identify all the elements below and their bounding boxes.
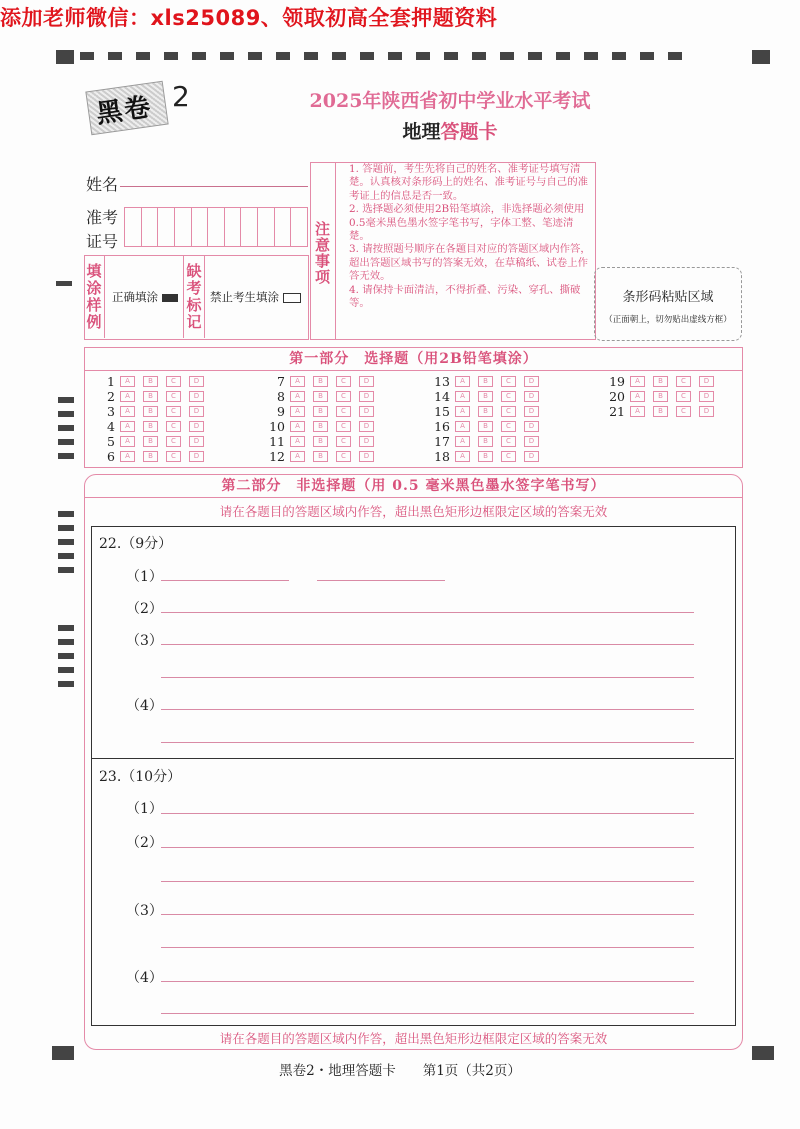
label-char: 意 — [315, 236, 331, 254]
option-bubble-d[interactable]: D — [359, 436, 374, 447]
q23-sub3: （3） — [126, 903, 163, 919]
logo-number: 2 — [172, 80, 190, 113]
option-bubble-b[interactable]: B — [313, 436, 328, 447]
timing-mark — [56, 281, 72, 286]
q22-answer-line[interactable] — [161, 580, 289, 581]
q23-sub1: （1） — [126, 801, 163, 817]
subject-label: 地理 — [402, 121, 441, 143]
option-bubble-a[interactable]: A — [120, 391, 135, 402]
mcq-question — [430, 434, 547, 449]
option-bubble-a[interactable]: A — [630, 406, 645, 417]
filled-bubble-example — [162, 294, 178, 302]
q22-sub4: （4） — [126, 698, 163, 714]
label-char: 涂 — [86, 279, 102, 297]
mcq-question — [265, 419, 382, 434]
label-char: 记 — [186, 313, 202, 331]
option-bubble-d[interactable]: D — [359, 406, 374, 417]
id-label-1: 准考 — [86, 208, 119, 227]
q22-answer-line[interactable] — [161, 742, 694, 743]
absent-bubble[interactable] — [283, 293, 301, 303]
q22-title: 22.（9分） — [99, 536, 173, 552]
notes-item: 1. 答题前，考生先将自己的姓名、准考证号填写清楚。认真核对条形码上的姓名、准考证号与自己的准考证上的信息是否一致。 — [349, 163, 588, 202]
option-bubble-a[interactable]: A — [455, 376, 470, 387]
timing-mark — [58, 667, 74, 673]
q23-answer-line[interactable] — [161, 947, 694, 948]
option-bubble-c[interactable]: C — [501, 436, 516, 447]
option-bubble-d[interactable]: D — [189, 406, 204, 417]
timing-mark — [58, 453, 74, 459]
option-bubble-d[interactable]: D — [359, 451, 374, 462]
q23-answer-line[interactable] — [161, 981, 694, 982]
label-char: 项 — [315, 268, 331, 286]
option-bubble-b[interactable]: B — [478, 391, 493, 402]
option-bubble-c[interactable]: C — [501, 421, 516, 432]
option-bubble-d[interactable]: D — [699, 391, 714, 402]
mcq-question — [265, 449, 382, 464]
q23-answer-line[interactable] — [161, 914, 694, 915]
option-bubble-a[interactable]: A — [120, 376, 135, 387]
part2-header: 第二部分 非选择题（用 0.5 毫米黑色墨水签字笔书写） — [85, 475, 742, 498]
mcq-question — [265, 434, 382, 449]
option-bubble-b[interactable]: B — [653, 406, 668, 417]
option-bubble-a[interactable]: A — [630, 376, 645, 387]
option-bubble-d[interactable]: D — [189, 421, 204, 432]
label-char: 样 — [86, 296, 102, 314]
correct-fill-label: 正确填涂 — [112, 290, 158, 304]
fill-sample-label — [84, 263, 104, 331]
question-number: 2 — [107, 389, 115, 404]
option-bubble-a[interactable]: A — [455, 451, 470, 462]
question-number: 13 — [434, 374, 450, 389]
option-bubble-c[interactable]: C — [166, 421, 181, 432]
option-bubble-b[interactable]: B — [143, 421, 158, 432]
option-bubble-a[interactable]: A — [455, 436, 470, 447]
option-bubble-d[interactable]: D — [189, 391, 204, 402]
option-bubble-c[interactable]: C — [336, 421, 351, 432]
q22-sub1: （1） — [126, 569, 163, 585]
name-field[interactable] — [120, 186, 308, 187]
notes-item: 3. 请按照题号顺序在各题目对应的答题区域内作答，超出答题区域书写的答案无效，在草稿纸、试卷上作答无效。 — [349, 243, 591, 283]
mcq-question — [95, 449, 212, 464]
option-bubble-a[interactable]: A — [630, 391, 645, 402]
question-number: 4 — [107, 419, 115, 434]
notes-label-box — [311, 163, 336, 339]
corner-mark — [56, 50, 74, 64]
option-bubble-b[interactable]: B — [313, 451, 328, 462]
option-bubble-b[interactable]: B — [478, 421, 493, 432]
timing-mark — [58, 511, 74, 517]
option-bubble-c[interactable]: C — [166, 406, 181, 417]
question-number: 10 — [269, 419, 285, 434]
question-number: 19 — [609, 374, 625, 389]
absent-instruction: 禁止考生填涂 — [210, 290, 279, 304]
option-bubble-c[interactable]: C — [166, 451, 181, 462]
question-number: 16 — [434, 419, 450, 434]
question-number: 1 — [107, 374, 115, 389]
part1-header: 第一部分 选择题（用2B铅笔填涂） — [85, 348, 742, 371]
mcq-question — [430, 389, 547, 404]
option-bubble-c[interactable]: C — [166, 391, 181, 402]
mcq-question — [605, 389, 722, 404]
label-char: 标 — [186, 296, 202, 314]
mcq-question — [95, 434, 212, 449]
option-bubble-d[interactable]: D — [189, 436, 204, 447]
mcq-question — [430, 404, 547, 419]
option-bubble-d[interactable]: D — [524, 436, 539, 447]
option-bubble-d[interactable]: D — [699, 376, 714, 387]
option-bubble-c[interactable]: C — [676, 391, 691, 402]
ad-banner: 添加老师微信：xls25089、领取初高全套押题资料 — [0, 6, 498, 30]
timing-mark — [58, 653, 74, 659]
mcq-question — [430, 419, 547, 434]
option-bubble-a[interactable]: A — [455, 421, 470, 432]
option-bubble-d[interactable]: D — [524, 451, 539, 462]
q23-sub2: （2） — [126, 835, 163, 851]
barcode-area — [594, 267, 742, 341]
option-bubble-b[interactable]: B — [313, 376, 328, 387]
id-number-grid[interactable] — [124, 207, 308, 247]
mcq-question — [430, 449, 547, 464]
option-bubble-b[interactable]: B — [653, 391, 668, 402]
part2-notice-bottom: 请在各题目的答题区域内作答，超出黑色矩形边框限定区域的答案无效 — [219, 1031, 608, 1046]
option-bubble-d[interactable]: D — [359, 421, 374, 432]
mcq-question — [95, 389, 212, 404]
option-bubble-c[interactable]: C — [336, 436, 351, 447]
option-bubble-a[interactable]: A — [290, 421, 305, 432]
timing-mark — [58, 625, 74, 631]
question-number: 8 — [277, 389, 285, 404]
timing-mark — [58, 681, 74, 687]
option-bubble-a[interactable]: A — [290, 376, 305, 387]
option-bubble-b[interactable]: B — [313, 391, 328, 402]
fill-sample-label-box — [84, 255, 105, 338]
option-bubble-d[interactable]: D — [524, 376, 539, 387]
option-bubble-b[interactable]: B — [143, 451, 158, 462]
option-bubble-a[interactable]: A — [455, 406, 470, 417]
notes-item: 2. 选择题必须使用2B铅笔填涂，非选择题必须使用0.5毫米黑色墨水签字笔书写，字体工整、笔迹清楚。 — [349, 203, 585, 243]
question-number: 11 — [269, 434, 285, 449]
q23-answer-line[interactable] — [161, 813, 694, 814]
option-bubble-c[interactable]: C — [166, 376, 181, 387]
option-bubble-c[interactable]: C — [676, 406, 691, 417]
absent-text — [210, 289, 301, 305]
option-bubble-d[interactable]: D — [359, 376, 374, 387]
option-bubble-c[interactable]: C — [336, 406, 351, 417]
q22-sub2: （2） — [126, 601, 163, 617]
mcq-question — [265, 374, 382, 389]
option-bubble-c[interactable]: C — [336, 391, 351, 402]
mcq-question — [605, 374, 722, 389]
barcode-title: 条形码粘贴区域 — [622, 290, 714, 305]
question-number: 3 — [107, 404, 115, 419]
label-char: 注 — [315, 220, 331, 238]
question-number: 6 — [107, 449, 115, 464]
question-number: 21 — [609, 404, 625, 419]
exam-title: 2025年陕西省初中学业水平考试 — [309, 90, 591, 112]
fill-sample-text — [112, 289, 178, 305]
q22-answer-line[interactable] — [161, 612, 694, 613]
q22-answer-line[interactable] — [317, 580, 445, 581]
option-bubble-c[interactable]: C — [166, 436, 181, 447]
question-number: 15 — [434, 404, 450, 419]
option-bubble-c[interactable]: C — [501, 391, 516, 402]
timing-mark — [58, 539, 74, 545]
barcode-note: （正面朝上，切勿贴出虚线方框） — [604, 315, 732, 325]
option-bubble-b[interactable]: B — [313, 406, 328, 417]
option-bubble-d[interactable]: D — [699, 406, 714, 417]
card-title — [260, 117, 640, 144]
option-bubble-a[interactable]: A — [455, 391, 470, 402]
corner-mark — [752, 1046, 774, 1060]
mcq-question — [95, 419, 212, 434]
option-bubble-a[interactable]: A — [290, 451, 305, 462]
absent-label — [184, 263, 204, 331]
option-bubble-a[interactable]: A — [120, 451, 135, 462]
answer-box — [91, 526, 736, 1026]
question-number: 17 — [434, 434, 450, 449]
option-bubble-a[interactable]: A — [290, 391, 305, 402]
question-number: 18 — [434, 449, 450, 464]
question-number: 14 — [434, 389, 450, 404]
question-number: 12 — [269, 449, 285, 464]
option-bubble-a[interactable]: A — [290, 406, 305, 417]
option-bubble-b[interactable]: B — [143, 406, 158, 417]
mcq-question — [430, 374, 547, 389]
q23-answer-line[interactable] — [161, 1013, 694, 1014]
option-bubble-b[interactable]: B — [653, 376, 668, 387]
notes-label — [315, 221, 331, 285]
part1-section — [84, 347, 743, 468]
q22-answer-line[interactable] — [161, 644, 694, 645]
mcq-question — [95, 404, 212, 419]
label-char: 事 — [315, 252, 331, 270]
timing-mark — [58, 553, 74, 559]
option-bubble-c[interactable]: C — [676, 376, 691, 387]
name-label: 姓名 — [86, 175, 119, 194]
absent-label-box — [183, 255, 205, 338]
part2-notice-top: 请在各题目的答题区域内作答，超出黑色矩形边框限定区域的答案无效 — [219, 504, 608, 519]
option-bubble-c[interactable]: C — [336, 451, 351, 462]
corner-mark — [52, 1046, 74, 1060]
q22-answer-line[interactable] — [161, 677, 694, 678]
timing-mark — [58, 439, 74, 445]
mcq-question — [605, 404, 722, 419]
option-bubble-d[interactable]: D — [189, 376, 204, 387]
mcq-question — [265, 404, 382, 419]
label-char: 缺 — [186, 262, 202, 280]
timing-track-top — [80, 52, 690, 60]
timing-mark — [58, 411, 74, 417]
q23-title: 23.（10分） — [99, 769, 182, 785]
option-bubble-a[interactable]: A — [120, 421, 135, 432]
question-number: 7 — [277, 374, 285, 389]
question-number: 20 — [609, 389, 625, 404]
page-footer: 黑卷2・地理答题卡 第1页（共2页） — [279, 1063, 521, 1079]
notes-list — [337, 163, 593, 310]
option-bubble-b[interactable]: B — [478, 451, 493, 462]
option-bubble-d[interactable]: D — [359, 391, 374, 402]
option-bubble-c[interactable]: C — [501, 451, 516, 462]
option-bubble-c[interactable]: C — [336, 376, 351, 387]
option-bubble-a[interactable]: A — [120, 406, 135, 417]
timing-mark — [58, 425, 74, 431]
option-bubble-d[interactable]: D — [524, 391, 539, 402]
logo-text: 黑卷 — [94, 92, 155, 130]
option-bubble-b[interactable]: B — [143, 376, 158, 387]
label-char: 填 — [86, 262, 102, 280]
logo — [88, 82, 168, 132]
option-bubble-b[interactable]: B — [313, 421, 328, 432]
option-bubble-a[interactable]: A — [290, 436, 305, 447]
option-bubble-b[interactable]: B — [143, 436, 158, 447]
option-bubble-c[interactable]: C — [501, 406, 516, 417]
option-bubble-b[interactable]: B — [478, 406, 493, 417]
option-bubble-d[interactable]: D — [524, 421, 539, 432]
timing-mark — [58, 397, 74, 403]
question-number: 9 — [277, 404, 285, 419]
corner-mark — [752, 50, 770, 64]
notes-item: 4. 请保持卡面清洁，不得折叠、污染、穿孔、撕破等。 — [349, 283, 581, 310]
option-bubble-a[interactable]: A — [120, 436, 135, 447]
id-label-2: 证号 — [86, 232, 119, 251]
notes-box — [310, 162, 596, 340]
option-bubble-b[interactable]: B — [478, 436, 493, 447]
option-bubble-b[interactable]: B — [143, 391, 158, 402]
timing-mark — [58, 567, 74, 573]
option-bubble-d[interactable]: D — [189, 451, 204, 462]
q23-answer-line[interactable] — [161, 881, 694, 882]
timing-mark — [58, 525, 74, 531]
q23-sub4: （4） — [126, 970, 163, 986]
option-bubble-b[interactable]: B — [478, 376, 493, 387]
question-divider — [91, 758, 734, 759]
q22-answer-line[interactable] — [161, 709, 694, 710]
label-char: 例 — [86, 313, 102, 331]
timing-mark — [58, 639, 74, 645]
q22-sub3: （3） — [126, 633, 163, 649]
q23-answer-line[interactable] — [161, 847, 694, 848]
mcq-question — [95, 374, 212, 389]
question-number: 5 — [107, 434, 115, 449]
label-char: 考 — [186, 279, 202, 297]
option-bubble-c[interactable]: C — [501, 376, 516, 387]
option-bubble-d[interactable]: D — [524, 406, 539, 417]
card-label: 答题卡 — [440, 121, 498, 143]
mcq-question — [265, 389, 382, 404]
